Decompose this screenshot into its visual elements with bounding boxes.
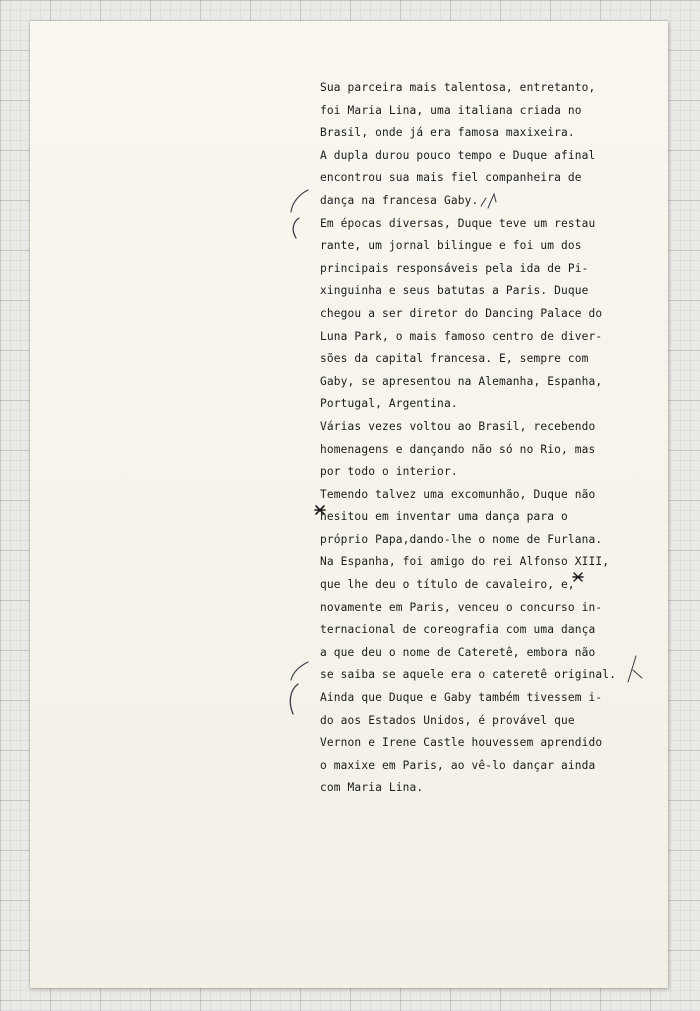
text-line: Temendo talvez uma excomunhão, Duque não <box>320 487 596 501</box>
text-line: Brasil, onde já era famosa maxixeira. <box>320 126 575 140</box>
text-line: que lhe deu o título de cavaleiro, e, <box>320 578 575 592</box>
text-line: com Maria Lina. <box>320 781 424 795</box>
text-line: Gaby, se apresentou na Alemanha, Espanha, <box>320 374 603 388</box>
text-line: A dupla durou pouco tempo e Duque afinal <box>320 148 596 162</box>
text-line: dança na francesa Gaby. <box>320 193 479 207</box>
text-line: encontrou sua mais fiel companheira de <box>320 171 582 185</box>
text-line: Ainda que Duque e Gaby também tivessem i- <box>320 691 603 705</box>
text-line: foi Maria Lina, uma italiana criada no <box>320 103 582 117</box>
text-line: Sua parceira mais talentosa, entretanto, <box>320 81 596 94</box>
text-line: chegou a ser diretor do Dancing Palace do <box>320 306 603 320</box>
text-line: principais responsáveis pela ida de Pi- <box>320 261 589 275</box>
text-line: sões da capital francesa. E, sempre com <box>320 352 589 366</box>
text-line: do aos Estados Unidos, é provável que <box>320 713 575 727</box>
text-line: novamente em Paris, venceu o concurso in- <box>320 600 603 614</box>
text-line: ternacional de coreografia com uma dança <box>320 623 596 637</box>
text-line: se saiba se aquele era o cateretê original. <box>320 668 617 682</box>
text-line: rante, um jornal bilingue e foi um dos <box>320 239 582 253</box>
text-line: próprio Papa,dando-lhe o nome de Furlana. <box>320 532 603 546</box>
text-line: homenagens e dançando não só no Rio, mas <box>320 442 596 456</box>
text-line: a que deu o nome de Cateretê, embora não <box>320 645 596 659</box>
typed-text-block <box>320 77 650 800</box>
text-line: Várias vezes voltou ao Brasil, recebendo <box>320 419 596 433</box>
text-line: o maxixe em Paris, ao vê-lo dançar ainda <box>320 758 596 772</box>
text-line: por todo o interior. <box>320 465 458 479</box>
text-line: Vernon e Irene Castle houvessem aprendido <box>320 736 603 750</box>
text-line: Portugal, Argentina. <box>320 397 458 411</box>
paper-sheet <box>30 21 668 988</box>
text-line: hesitou em inventar uma dança para o <box>320 510 568 524</box>
text-line: Em épocas diversas, Duque teve um restau <box>320 216 596 230</box>
text-line: xinguinha e seus batutas a Paris. Duque <box>320 284 589 298</box>
text-line: Na Espanha, foi amigo do rei Alfonso XIII, <box>320 555 610 569</box>
text-line: Luna Park, o mais famoso centro de diver- <box>320 329 603 343</box>
